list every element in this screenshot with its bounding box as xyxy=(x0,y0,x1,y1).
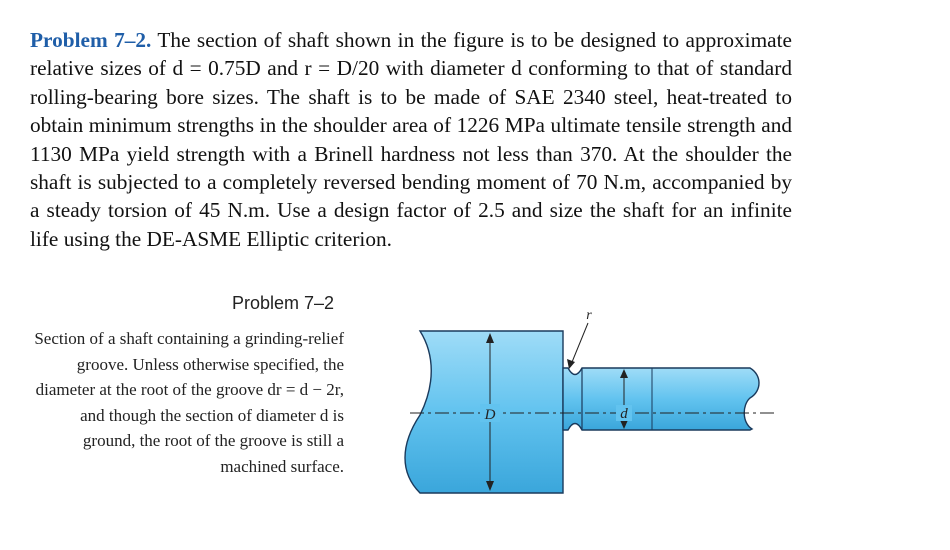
figure-caption: Section of a shaft containing a grinding-relief groove. Unless otherwise specified, the diameter at the root of the groove dr = d − 2r, and though the section of diameter d is ground, the root of the groove is still a machined surface. xyxy=(34,329,344,476)
problem-body: The section of shaft shown in the figure is to be designed to approximate relative sizes of d = 0.75D and r = D/20 with diameter d conforming to that of standard rolling-bearing bore sizes. The shaft is to be made of SAE 2340 steel, heat-treated to obtain minimum strengths in the shoulder area of 1226 MPa ultimate tensile strength and 1130 MPa yield strength with a Brinell hardness not less than 370. At the shoulder the shaft is subjected to a completely reversed bending moment of 70 N.m, accompanied by a steady torsion of 45 N.m. Use a design factor of 2.5 and size the shaft for an infinite life using the DE-ASME Elliptic criterion. xyxy=(30,28,792,251)
radius-label: r xyxy=(586,308,592,323)
shaft-figure xyxy=(390,305,780,505)
small-diameter-section xyxy=(563,368,759,430)
problem-number: Problem 7–2. xyxy=(30,28,152,52)
figure-title: Problem 7–2 xyxy=(232,293,335,313)
problem-statement xyxy=(30,26,792,253)
large-diameter-label: D xyxy=(484,407,496,423)
small-diameter-label: d xyxy=(620,406,628,422)
radius-leader xyxy=(570,323,588,367)
